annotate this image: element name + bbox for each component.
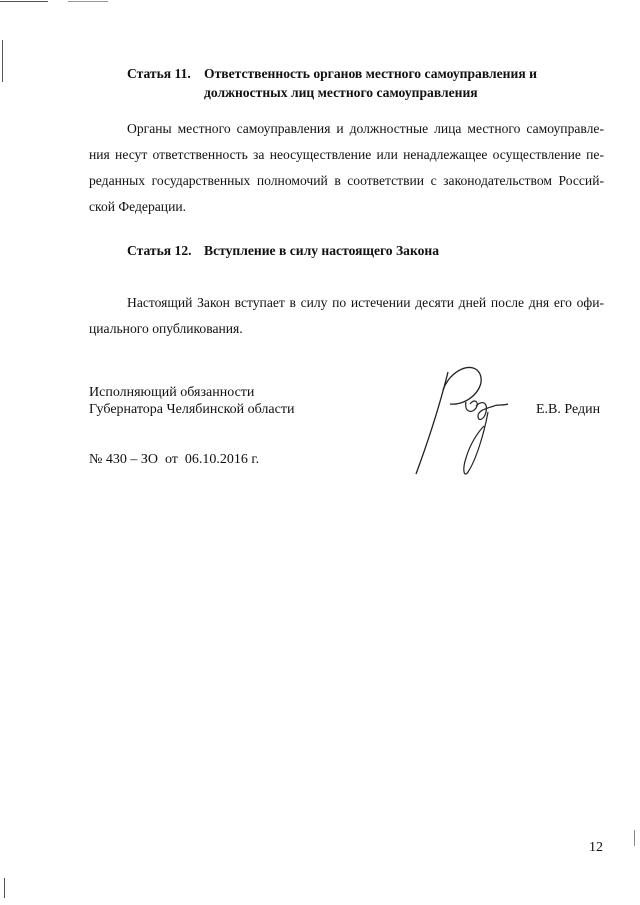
article-12-body-line-2: циального опубликования. (89, 321, 243, 336)
scan-artifact-top-middle (68, 1, 108, 2)
scan-artifact-top-left (0, 1, 48, 2)
scan-artifact-right-edge (634, 830, 635, 846)
article-11-body (89, 116, 604, 220)
article-12-title-line: Вступление в силу настоящего Закона (204, 243, 440, 258)
article-11-title-line-2: должностных лиц местного самоуправления (204, 85, 478, 100)
signatory-position-line-2: Губернатора Челябинской области (89, 402, 295, 417)
article-11-title (204, 64, 537, 102)
signatory-position-line-1: Исполняющий обязанности (89, 385, 255, 400)
article-12-title (204, 241, 439, 260)
article-12-body (89, 290, 604, 342)
scan-artifact-left-edge-bottom (4, 878, 5, 898)
article-12-body-line-1: Настоящий Закон вступает в силу по истечении десяти дней после дня его офи- (127, 295, 604, 310)
scan-artifact-left-edge (2, 40, 3, 82)
article-11-body-line-2: ния несут ответственность за неосуществление или ненадлежащее осуществление пе- (89, 147, 604, 162)
article-11-heading (127, 64, 587, 104)
article-12-heading (127, 241, 527, 261)
article-12-number: Статья 12. (127, 243, 192, 258)
article-11-title-line-1: Ответственность органов местного самоуправления и (204, 66, 537, 81)
article-11-body-line-1: Органы местного самоуправления и должностные лица местного самоуправле- (127, 121, 604, 136)
handwritten-signature (408, 362, 528, 482)
page-number: 12 (589, 840, 603, 855)
article-11-body-line-4: ской Федерации. (89, 199, 187, 214)
law-reference-number-date: № 430 – ЗО от 06.10.2016 г. (89, 452, 260, 467)
article-11-body-line-3: реданных государственных полномочий в соответствии с законодательством Россий- (89, 173, 604, 188)
article-11-number: Статья 11. (127, 66, 191, 81)
signatory-name: Е.В. Редин (536, 402, 601, 417)
